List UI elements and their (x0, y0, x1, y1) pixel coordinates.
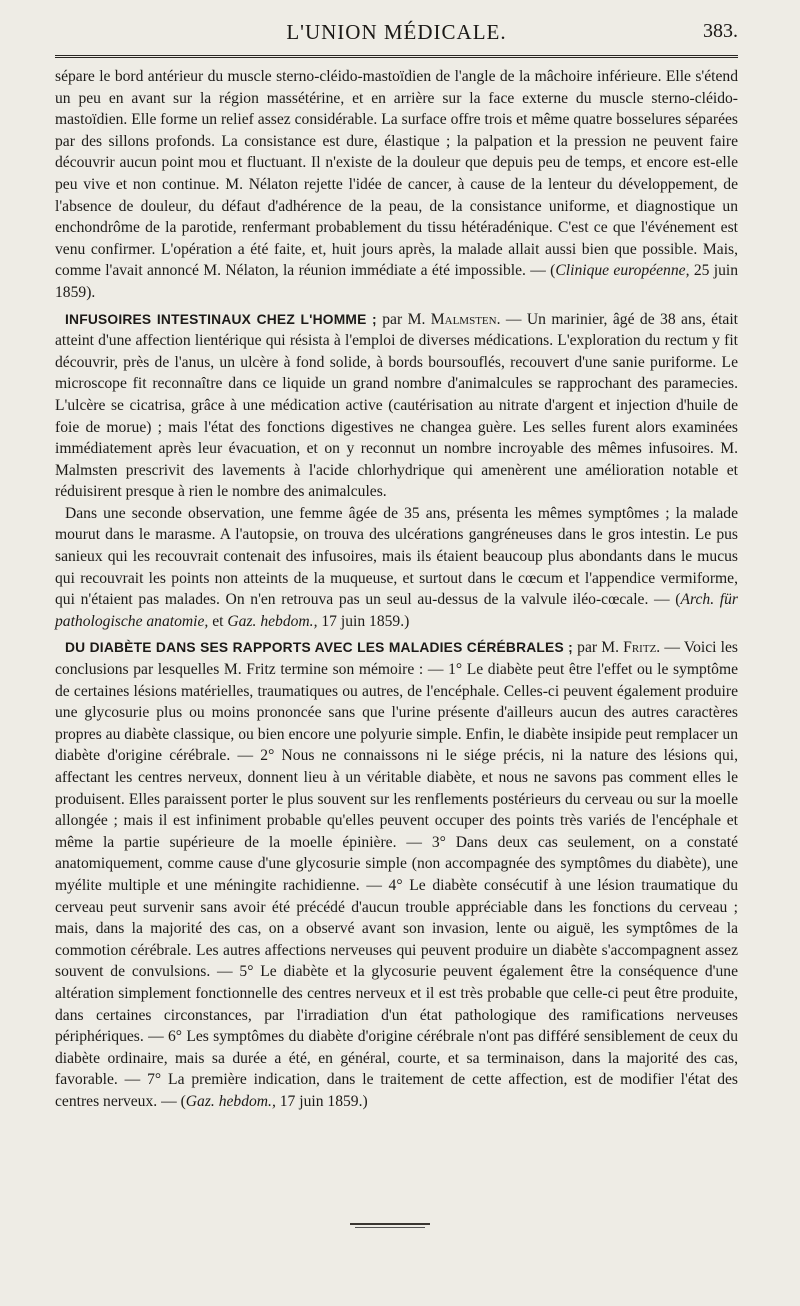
citation-date: 25 juin 1859). (55, 262, 739, 301)
running-title: L'UNION MÉDICALE. (286, 20, 507, 44)
continued-paragraph (55, 66, 738, 304)
citation: Gaz. hebdom., (185, 1092, 276, 1110)
citation-date: 17 juin 1859.) (275, 1092, 368, 1110)
page-body (55, 66, 738, 1113)
citation: Clinique européenne, (555, 262, 690, 280)
page-number: 383. (703, 20, 738, 42)
author-name: Malmsten (430, 310, 497, 328)
paragraph-text: sépare le bord antérieur du muscle sterno-cléido-mastoïdien de l'angle de la mâchoire inférieure. Elle s'étend un peu en avant sur la région massétérine, et en arrière sur la face externe du muscle sterno-cléido-mastoïdien. Elle forme un relief assez considérable. La surface offre trois et même quatre bosselures séparées par des sillons profonds. La consistance est dure, élastique ; la palpation et la pression ne peuvent faire découvrir aucun point mou et fluctuant. Il n'existe de la douleur que depuis peu de temps, et encore est-elle peu vive et non continue. M. Nélaton rejette l'idée de cancer, à cause de la lenteur du développement, de l'absence de douleur, du défaut d'adhérence de la peau, de la consistance uniforme, et diagnostique un enchondrôme de la parotide, renfermant probablement du tissu hétéradénique. C'est ce que l'événement est venu confirmer. L'opération a été faite, et, huit jours après, la malade allait aussi bien que possible. Mais, comme l'avait annoncé M. Nélaton, la réunion immédiate a été impossible. — ( (55, 68, 738, 280)
author-name: Fritz (623, 639, 657, 657)
article-infusoires-paragraph-2 (55, 503, 738, 633)
header-rule (55, 55, 738, 58)
citation-conjunction: et (208, 612, 228, 630)
article-heading: DU DIABÈTE DANS SES RAPPORTS AVEC LES MALADIES CÉRÉBRALES ; (65, 640, 573, 656)
article-text: . — Un marinier, âgé de 38 ans, était atteint d'une affection lientérique qui résista à l'emploi de diverses médications. L'exploration du rectum y fit découvrir, près de l'anus, un ulcère à fond solide, à bords boursouflés, recouvert d'une sanie puriforme. Le microscope fit reconnaître dans ce liquide un grand nombre d'animalcules se rapprochant des paramecies. L'ulcère se cicatrisa, grâce à une médication active (cautérisation au nitrate d'argent et injection d'huile de foie de morue) ; mais l'état des fonctions digestives ne changea guère. Les selles furent alors examinées immédiatement après leur évacuation, et on y reconnut un nombre incroyable des mêmes infusoires. M. Malmsten prescrivit des lavements à l'acide chlorhydrique qui amenèrent une amélioration notable et réduisirent presque à rien le nombre des animalcules. (55, 310, 738, 501)
page-header (55, 18, 738, 48)
citation-date: 17 juin 1859.) (317, 612, 410, 630)
article-text: . — Voici les conclusions par lesquelles M. Fritz termine son mémoire : — 1° Le diabète peut être l'effet ou le symptôme de certaines lésions matérielles, traumatiques ou autres, de l'encéphale. Celles-ci peuvent également produire une glycosurie plus ou moins prononcée sans que l'urine présente d'ailleurs aucun des autres caractères propres au diabète classique, ou bien encore une polyurie simple. Enfin, le diabète insipide peut remplacer un diabète d'origine cérébrale. — 2° Nous ne connaissons ni le siége précis, ni la nature des lésions qui, affectant les centres nerveux, donnent lieu à un véritable diabète, et nous ne savons pas comment elles le produisent. Elles paraissent porter le plus souvent sur les renflements postérieurs du cerveau ou sur la moelle allongée ; mais il est infiniment probable qu'elles peuvent occuper des points très variés de l'encéphale et même la partie supérieure de la moelle épinière. — 3° Dans deux cas seulement, on a constaté anatomiquement, comme cause d'une glycosurie simple (non accompagnée des symptômes du diabète), une myélite multiple et une méningite rachidienne. — 4° Le diabète consécutif à une lésion traumatique du cerveau peut survenir sans avoir été précédé d'aucun trouble appréciable dans les fonctions du cerveau ; mais, dans la majorité des cas, on a observé avant son invasion, lente ou aiguë, les symptômes de la commotion cérébrale. Les autres affections nerveuses qui peuvent produire un diabète s'accompagnent assez souvent de convulsions. — 5° Le diabète et la glycosurie peuvent également être la conséquence d'une altération simplement fonctionnelle des centres nerveux et il est très probable que celle-ci peut être produite, dans certaines circonstances, par l'irradiation d'un état pathologique des ramifications nerveuses périphériques. — 6° Les symptômes du diabète d'origine cérébrale n'ont pas différé sensiblement de ceux du diabète ordinaire, mais sa durée a été, en général, courte, et sa terminaison, dans la majorité des cas, favorable. — 7° La première indication, dans le traitement de cette affection, est de modifier l'état des centres nerveux. — ( (55, 639, 738, 1110)
end-rule (350, 1223, 430, 1225)
article-heading: INFUSOIRES INTESTINAUX CHEZ L'HOMME ; (65, 311, 377, 327)
citation: Gaz. hebdom., (227, 612, 318, 630)
paragraph-text: Dans une seconde observation, une femme âgée de 35 ans, présenta les mêmes symptômes ; la malade mourut dans le marasme. A l'autopsie, on trouva des ulcérations gangréneuses dans le gros intestin. Le pus sanieux qui les recouvrait contenait des infusoires, mais ils étaient beaucoup plus abondants dans le mucus qui recouvrait les points non atteints de la muqueuse, et surtout dans le cœcum et l'appendice vermiforme, qui n'étaient pas malades. On n'en retrouva pas un seul au-dessus de la valvule iléo-cœcale. — ( (55, 504, 738, 609)
article-diabete (55, 637, 738, 1112)
citation: Arch. für pathologische anatomie, (55, 591, 738, 630)
byline: par M. (572, 639, 624, 657)
article-infusoires (55, 309, 738, 503)
end-rule-thin (355, 1227, 425, 1228)
byline: par M. (376, 310, 431, 328)
